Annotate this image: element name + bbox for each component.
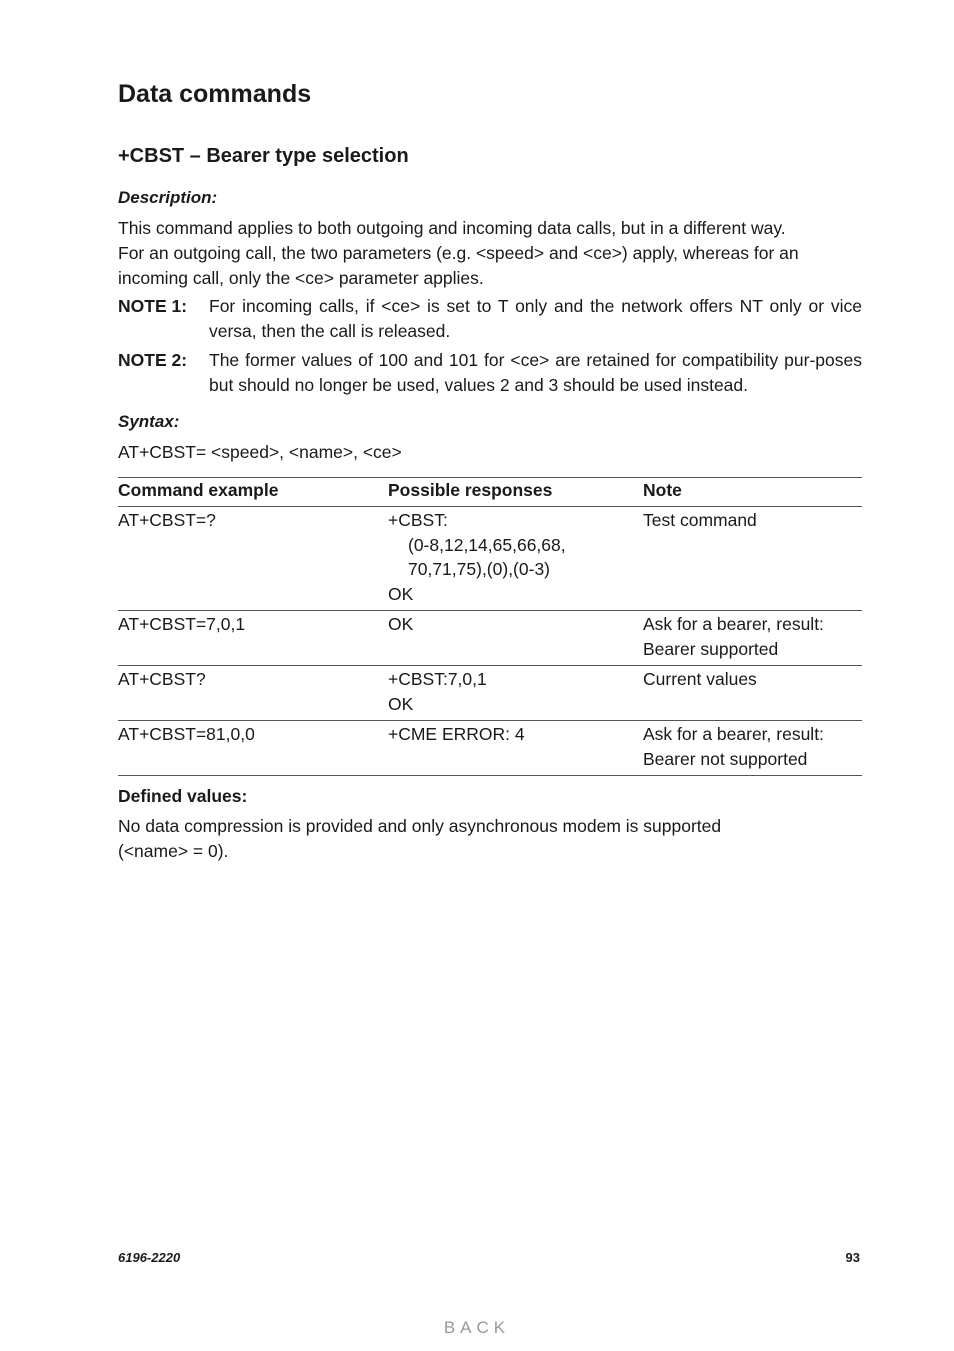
note-label: NOTE 1: — [118, 296, 188, 316]
command-table — [118, 477, 862, 776]
response-line: +CBST:7,0,1 — [388, 669, 487, 689]
note-2 — [118, 348, 862, 397]
cell-response — [388, 611, 643, 666]
response-line: +CME ERROR: 4 — [388, 724, 525, 744]
cell-note — [643, 611, 862, 666]
table-header-row — [118, 478, 862, 507]
syntax-line: AT+CBST= <speed>, <name>, <ce> — [118, 442, 402, 462]
table-row — [118, 507, 862, 611]
cell-command: AT+CBST=? — [118, 510, 216, 530]
page-title: Data commands — [118, 80, 312, 108]
note-line: Ask for a bearer, result: — [643, 724, 824, 744]
header-command: Command example — [118, 480, 279, 500]
note-line: Ask for a bearer, result: — [643, 614, 824, 634]
cell-note — [643, 721, 862, 776]
note-label: NOTE 2: — [118, 350, 188, 370]
table-row — [118, 666, 862, 721]
response-line: OK — [388, 583, 414, 604]
defined-values-heading: Defined values: — [118, 786, 248, 806]
document-number: 6196-2220 — [118, 1250, 181, 1265]
description-line-2: For an outgoing call, the two parameters (e.g. <speed> and <ce>) apply, whereas for an — [118, 243, 799, 263]
page-number: 93 — [845, 1250, 860, 1265]
response-line: +CBST: — [388, 510, 448, 530]
note-text: For incoming calls, if <ce> is set to T only and the network offers NT only or vice versa, then the call is released. — [209, 296, 862, 341]
cell-response — [388, 507, 643, 611]
table-row — [118, 611, 862, 666]
description-line-3: incoming call, only the <ce> parameter applies. — [118, 268, 484, 288]
response-line: OK — [388, 693, 414, 714]
table-row — [118, 721, 862, 776]
response-line: 70,71,75),(0),(0-3) — [408, 559, 551, 579]
cell-command: AT+CBST? — [118, 669, 206, 689]
header-note: Note — [643, 480, 682, 500]
section-title: +CBST – Bearer type selection — [118, 145, 409, 167]
description-heading: Description: — [118, 188, 218, 207]
cell-command: AT+CBST=81,0,0 — [118, 724, 255, 744]
cell-response — [388, 666, 643, 721]
response-line: OK — [388, 614, 414, 634]
response-line: (0-8,12,14,65,66,68, — [408, 534, 566, 555]
cell-note — [643, 507, 862, 611]
back-link[interactable]: BACK — [443, 1318, 511, 1337]
defined-values-line-1: No data compression is provided and only asynchronous modem is supported — [118, 816, 722, 836]
cell-command: AT+CBST=7,0,1 — [118, 614, 246, 634]
cell-response — [388, 721, 643, 776]
note-line: Current values — [643, 669, 757, 689]
description-line-1: This command applies to both outgoing and incoming data calls, but in a different way. — [118, 218, 786, 238]
note-line: Bearer supported — [643, 638, 779, 659]
cell-note — [643, 666, 862, 721]
syntax-heading: Syntax: — [118, 412, 180, 431]
note-line: Test command — [643, 510, 757, 530]
header-responses: Possible responses — [388, 480, 553, 500]
note-line: Bearer not supported — [643, 748, 808, 769]
defined-values-line-2: (<name> = 0). — [118, 841, 229, 861]
note-text: The former values of 100 and 101 for <ce> are retained for compatibility pur-poses but should no longer be used, values 2 and 3 should be used instead. — [209, 350, 862, 395]
note-1 — [118, 294, 862, 343]
